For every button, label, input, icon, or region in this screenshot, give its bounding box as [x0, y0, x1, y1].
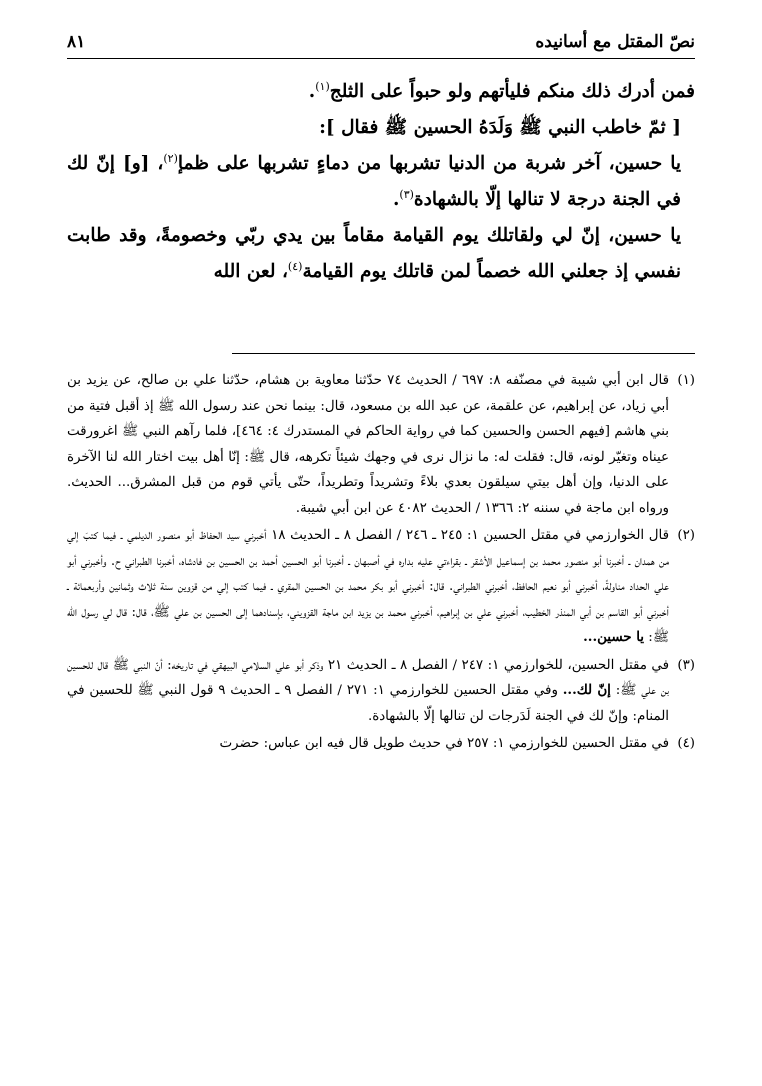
paragraph-4: يا حسين، إنّ لي ولقاتلك يوم القيامة مقاماً بين يدي ربّي وخصومةً، وقد طابت نفسي إذ جعلني الله خصماً لمن قاتلك يوم القيامة$^{(٤)}$، لعن الله: [67, 225, 681, 282]
paragraph-1: فمن أدرك ذلك منكم فليأتهم ولو حبواً على الثلج$^{(١)}$.: [308, 79, 695, 102]
main-text: [67, 74, 695, 290]
footnote-number: (١): [677, 373, 695, 388]
footnote-number: (٣): [677, 657, 695, 673]
footnote-ref-4[interactable]: (٤): [287, 259, 303, 273]
paragraph-2: [ ثمّ خاطب النبي ﷺ وَلَدَهُ الحسين ﷺ فقال ]:: [319, 117, 681, 138]
footnote-1: [67, 368, 695, 521]
page-number: ٨١: [67, 32, 86, 52]
footnote-3: [67, 653, 695, 730]
footnote-number: (٤): [677, 736, 695, 751]
footnote-2: [67, 523, 695, 651]
footnote-number: (٢): [677, 528, 695, 543]
paragraph-3: يا حسين، آخر شربة من الدنيا تشربها من دماءٍ تشربها على ظمإ$^{(٢)}$، [و] إنّ لك في الجنة درجة لا تنالها إلّا بالشهادة$^{(٣)}$.: [67, 151, 682, 210]
footnote-text: قال ابن أبي شيبة في مصنّفه ٨: ٦٩٧ / الحديث ٧٤ حدّثنا معاوية بن هشام، حدّثنا علي بن صالح، عن يزيد بن أبي زياد، عن إبراهيم، عن علقمة، عن عبد الله بن مسعود، قال: بينما نحن عند رسول الله ﷺ إذ أقبل فتية من بني هاشم [فيهم الحسن والحسين كما في رواية الحاكم في المستدرك ٤: ٤٦٤]، فلما رآهم النبي ﷺ اغرورقت عيناه وتغيّر لونه، قال: فقلت له: ما نزال نرى في وجهك شيئاً تكرهه، قال ﷺ: إنّا أهل بيت اختار الله لنا الآخرة على الدنيا، وإن أهل بيتي سيلقون بعدي بلاءً وتشريداً وتطريداً، حتّى يأتي قوم من قبل المشرق... الحديث. ورواه ابن ماجة في سننه ٢: ١٣٦٦ / الحديث ٤٠٨٢ عن ابن أبي شيبة.: [67, 373, 669, 516]
footnotes: [67, 368, 695, 759]
footnote-4: [67, 731, 695, 757]
footnote-ref-1[interactable]: (١): [315, 79, 330, 93]
running-header: [67, 30, 695, 59]
footnote-text: قال الخوارزمي في مقتل الحسين ١: ٢٤٥ ـ ٢٤٦ / الفصل ٨ ـ الحديث ١٨ أخبرني سيد الحفاظ أبو منصور الديلمي ـ فيما كتبَ إلي من همدان ـ أخبرنا أبو منصور محمد بن إسماعيل الأشقر ـ بقراءتي عليه بداره في أصبهان ـ أخبرنا أبو الحسين أحمد بن الحسين بن فادشاه، أخبرنا الطبراني ح. وأخبرني أبو علي الحداد مناولةً، أخبرني أبو نعيم الحافظ، أخبرني الطبراني. قال: أخبرني أبو بكر محمد بن الحسين المقري ـ فيما كتب إلي من قزوين سنة ثلاث وثمانين وأربعمائة ـ أخبرني أبو القاسم بن أبي المنذر الخطيب، أخبرني علي بن إبراهيم، أخبرني محمد بن يزيد ابن ماجة القزويني، بإسنادهما إلى الحسين بن علي ﷺ، قال: قال لي رسول الله ﷺ: يا حسين...: [67, 528, 670, 645]
footnote-text: في مقتل الحسين، للخوارزمي ١: ٢٤٧ / الفصل ٨ ـ الحديث ٢١ وذكر أبو علي السلامي البيهقي في تاريخه: أنّ النبي ﷺ قال للحسين بن علي ﷺ: إنّ لك... وفي مقتل الحسين للخوارزمي ١: ٢٧١ / الفصل ٩ ـ الحديث ٩ قول النبي ﷺ للحسين في المنام: وإنّ لك في الجنة لَدَرجات لن تنالها إلّا بالشهادة.: [67, 657, 670, 724]
footnote-ref-3[interactable]: (٣): [399, 187, 414, 201]
footnote-ref-2[interactable]: (٢): [163, 151, 178, 165]
running-title: نصّ المقتل مع أسانيده: [535, 32, 695, 52]
footnote-text: في مقتل الحسين للخوارزمي ١: ٢٥٧ في حديث طويل قال فيه ابن عباس: حضرت: [219, 736, 669, 751]
footnote-separator: [232, 353, 695, 354]
